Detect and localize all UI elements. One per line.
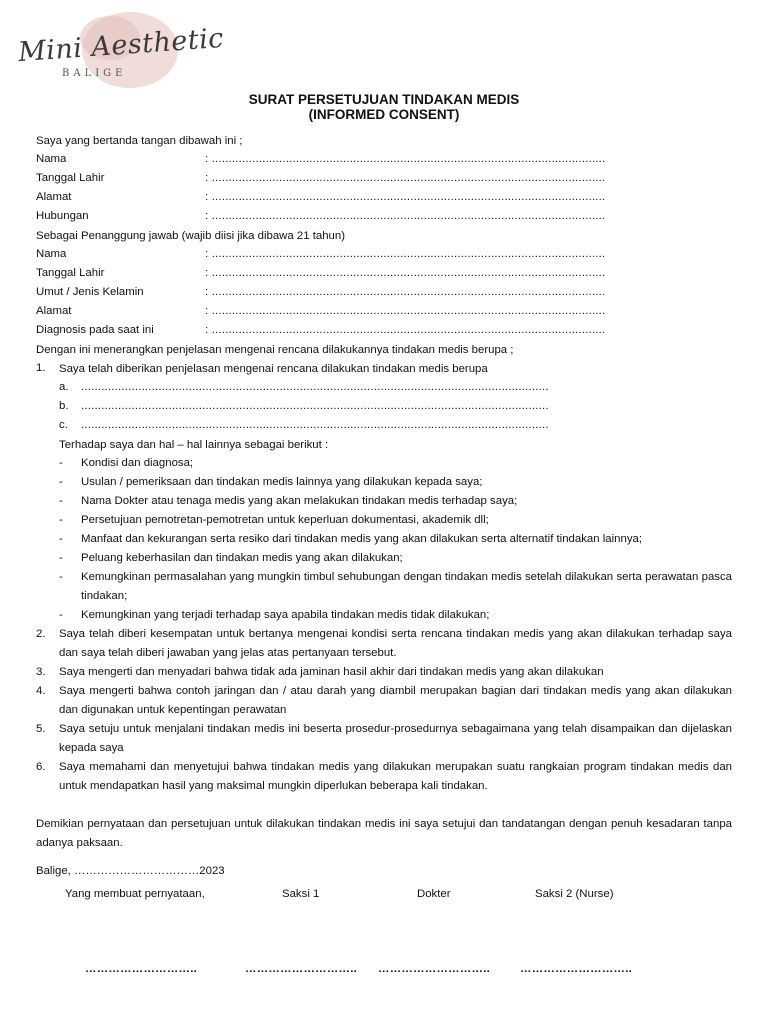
document-title: SURAT PERSETUJUAN TINDAKAN MEDIS: [248, 92, 520, 107]
item-number: 2.: [36, 628, 46, 640]
place-date: Balige, ……………………………2023: [36, 865, 225, 877]
bullet-item: Manfaat dan kekurangan serta resiko dari tindakan medis yang akan dilakukan serta alternatif tindakan lainnya;: [81, 533, 643, 545]
intro-text: Saya yang bertanda tangan dibawah ini ;: [36, 135, 243, 147]
item-text: Saya mengerti dan menyadari bahwa tidak ada jaminan hasil akhir dari tindakan medis yang akan dilakukan: [59, 666, 604, 678]
logo-location: BALIGE: [62, 68, 127, 79]
signature-label-declarant: Yang membuat pernyataan,: [65, 888, 205, 900]
field-blank-alamat[interactable]: : .....................................................................................................................: [205, 191, 606, 203]
field-label-hubungan: Hubungan: [36, 210, 89, 222]
clinic-logo: [10, 8, 225, 98]
sub-heading: Terhadap saya dan hal – hal lainnya sebagai berikut :: [59, 439, 329, 451]
bullet-item: Persetujuan pemotretan-pemotretan untuk keperluan dokumentasi, akademik dll;: [81, 514, 489, 526]
field-blank-tanggal-lahir[interactable]: : .....................................................................................................................: [205, 172, 606, 184]
field-blank-hubungan[interactable]: : .....................................................................................................................: [205, 210, 606, 222]
bullet-dash: -: [59, 476, 63, 488]
field-label-tanggal-lahir: Tanggal Lahir: [36, 172, 105, 184]
option-label-b: b.: [59, 400, 69, 412]
item-number: 6.: [36, 761, 46, 773]
bullet-item: Kondisi dan diagnosa;: [81, 457, 194, 469]
declaration-text: Dengan ini menerangkan penjelasan mengenai rencana dilakukannya tindakan medis berupa ;: [36, 344, 514, 356]
signature-blank-witness-1[interactable]: ………………………..: [245, 963, 358, 975]
bullet-item: Kemungkinan permasalahan yang mungkin timbul sehubungan dengan tindakan medis setelah dilakukan serta perawatan pasca tindakan;: [81, 571, 732, 602]
option-blank-c[interactable]: ...........................................................................................................................................: [81, 419, 549, 431]
bullet-item: Kemungkinan yang terjadi terhadap saya apabila tindakan medis tidak dilakukan;: [81, 609, 490, 621]
item-text: Saya memahami dan menyetujui bahwa tindakan medis yang dilakukan merupakan suatu rangkaian program tindakan medis dan untuk mendapatkan hasil yang maksimal mungkin diperlukan beberapa kali tindakan.: [59, 761, 732, 792]
guardian-blank-diagnosis[interactable]: : .....................................................................................................................: [205, 324, 606, 336]
document-subtitle: (INFORMED CONSENT): [308, 107, 460, 122]
item-number: 1.: [36, 362, 46, 374]
guardian-heading: Sebagai Penanggung jawab (wajib diisi jika dibawa 21 tahun): [36, 230, 346, 242]
signature-label-witness-1: Saksi 1: [282, 888, 320, 900]
bullet-dash: -: [59, 495, 63, 507]
option-label-a: a.: [59, 381, 69, 393]
guardian-blank-nama[interactable]: : .....................................................................................................................: [205, 248, 606, 260]
field-blank-nama[interactable]: : .....................................................................................................................: [205, 153, 606, 165]
bullet-item: Nama Dokter atau tenaga medis yang akan melakukan tindakan medis terhadap saya;: [81, 495, 518, 507]
option-blank-a[interactable]: ...........................................................................................................................................: [81, 381, 549, 393]
logo-wordmark: Mini Aesthetic: [17, 22, 225, 69]
item-number: 4.: [36, 685, 46, 697]
guardian-label-diagnosis: Diagnosis pada saat ini: [36, 324, 154, 336]
bullet-dash: -: [59, 609, 63, 621]
bullet-dash: -: [59, 571, 63, 583]
item-1-text: Saya telah diberikan penjelasan mengenai rencana dilakukan tindakan medis berupa: [59, 363, 488, 375]
bullet-item: Usulan / pemeriksaan dan tindakan medis lainnya yang dilakukan kepada saya;: [81, 476, 483, 488]
guardian-blank-tanggal-lahir[interactable]: : .....................................................................................................................: [205, 267, 606, 279]
guardian-label-umur: Umut / Jenis Kelamin: [36, 286, 144, 298]
item-text: Saya mengerti bahwa contoh jaringan dan / atau darah yang diambil merupakan bagian dari tindakan medis yang akan dilakukan dan digunakan untuk kepentingan perawatan: [59, 685, 732, 716]
signature-blank-declarant[interactable]: ………………………..: [85, 963, 198, 975]
guardian-label-alamat: Alamat: [36, 305, 72, 317]
signature-blank-witness-2[interactable]: ………………………..: [520, 963, 633, 975]
guardian-blank-alamat[interactable]: : .....................................................................................................................: [205, 305, 606, 317]
option-blank-b[interactable]: ...........................................................................................................................................: [81, 400, 549, 412]
bullet-dash: -: [59, 552, 63, 564]
bullet-dash: -: [59, 514, 63, 526]
closing-paragraph: Demikian pernyataan dan persetujuan untuk dilakukan tindakan medis ini saya setujui dan tandatangan dengan penuh kesadaran tanpa adanya paksaan.: [36, 818, 732, 849]
guardian-label-tanggal-lahir: Tanggal Lahir: [36, 267, 105, 279]
bullet-item: Peluang keberhasilan dan tindakan medis yang akan dilakukan;: [81, 552, 403, 564]
item-number: 5.: [36, 723, 46, 735]
signature-blank-doctor[interactable]: ………………………..: [378, 963, 491, 975]
item-text: Saya setuju untuk menjalani tindakan medis ini beserta prosedur-prosedurnya sebagaimana yang telah disampaikan dan dijelaskan kepada saya: [59, 723, 732, 754]
guardian-blank-umur[interactable]: : .....................................................................................................................: [205, 286, 606, 298]
field-label-nama: Nama: [36, 153, 67, 165]
bullet-dash: -: [59, 533, 63, 545]
field-label-alamat: Alamat: [36, 191, 72, 203]
item-number: 3.: [36, 666, 46, 678]
signature-label-witness-2: Saksi 2 (Nurse): [535, 888, 614, 900]
guardian-label-nama: Nama: [36, 248, 67, 260]
item-text: Saya telah diberi kesempatan untuk bertanya mengenai kondisi serta rencana tindakan medis yang akan dilakukan terhadap saya dan saya telah diberi jawaban yang jelas atas pertanyaan tersebut.: [59, 628, 732, 659]
option-label-c: c.: [59, 419, 68, 431]
bullet-dash: -: [59, 457, 63, 469]
signature-label-doctor: Dokter: [417, 888, 451, 900]
